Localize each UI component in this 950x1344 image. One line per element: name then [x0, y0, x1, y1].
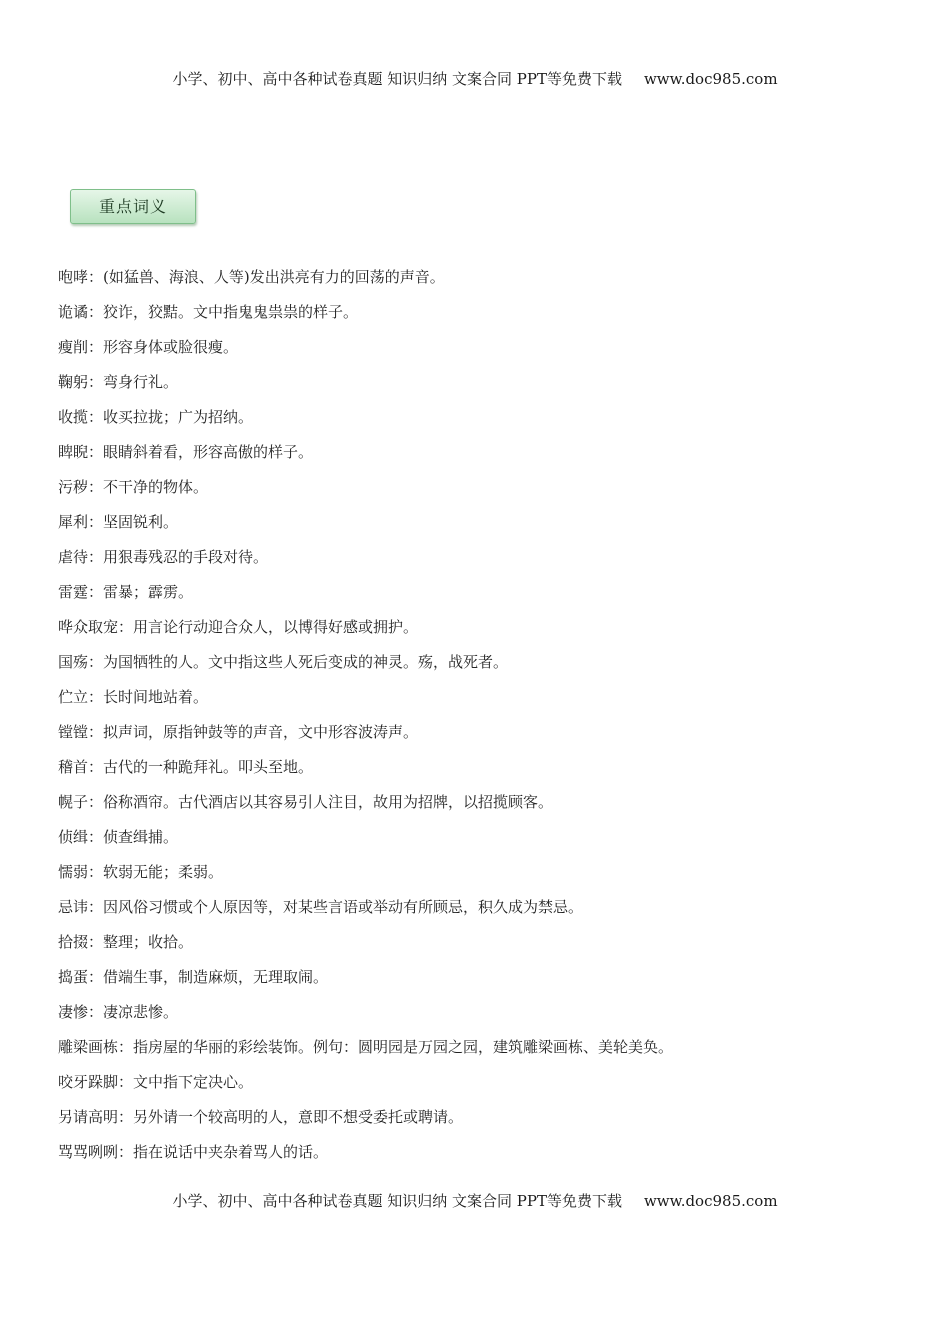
vocabulary-entry: 雷霆：雷暴；霹雳。 [58, 583, 194, 601]
vocabulary-entry: 幌子：俗称酒帘。古代酒店以其容易引人注目，故用为招牌，以招揽顾客。 [58, 793, 554, 811]
vocabulary-entry: 睥睨：眼睛斜着看，形容高傲的样子。 [58, 443, 314, 461]
vocabulary-entry: 伫立：长时间地站着。 [58, 688, 209, 706]
vocabulary-entry: 收揽：收买拉拢；广为招纳。 [58, 408, 254, 426]
vocabulary-entry: 拾掇：整理；收拾。 [58, 933, 194, 951]
vocabulary-entry: 国殇：为国牺牲的人。文中指这些人死后变成的神灵。殇，战死者。 [58, 653, 509, 671]
vocabulary-entry: 镗镗：拟声词，原指钟鼓等的声音，文中形容波涛声。 [58, 723, 419, 741]
vocabulary-entry: 另请高明：另外请一个较高明的人，意即不想受委托或聘请。 [58, 1108, 464, 1126]
footer-site-url[interactable]: www.doc985.com [643, 1192, 778, 1210]
section-title-badge [70, 189, 196, 224]
vocabulary-entry: 雕梁画栋：指房屋的华丽的彩绘装饰。例句：圆明园是万园之园，建筑雕梁画栋、美轮美奂。 [58, 1038, 674, 1056]
vocabulary-entry: 污秽：不干净的物体。 [58, 478, 209, 496]
footer-site-text: 小学、初中、高中各种试卷真题 知识归纳 文案合同 PPT等免费下载 [172, 1192, 622, 1210]
vocabulary-entry: 诡谲：狡诈，狡黠。文中指鬼鬼祟祟的样子。 [58, 303, 359, 321]
header-site-url[interactable]: www.doc985.com [643, 70, 778, 88]
vocabulary-list [58, 262, 918, 1172]
vocabulary-entry: 忌讳：因风俗习惯或个人原因等，对某些言语或举动有所顾忌，积久成为禁忌。 [58, 898, 584, 916]
vocabulary-entry: 虐待：用狠毒残忍的手段对待。 [58, 548, 269, 566]
vocabulary-entry: 咆哮：(如猛兽、海浪、人等)发出洪亮有力的回荡的声音。 [58, 268, 445, 286]
vocabulary-entry: 哗众取宠：用言论行动迎合众人，以博得好感或拥护。 [58, 618, 419, 636]
vocabulary-entry: 鞠躬：弯身行礼。 [58, 373, 179, 391]
vocabulary-entry: 稽首：古代的一种跪拜礼。叩头至地。 [58, 758, 314, 776]
header-site-text: 小学、初中、高中各种试卷真题 知识归纳 文案合同 PPT等免费下载 [172, 70, 622, 88]
vocabulary-entry: 咬牙跺脚：文中指下定决心。 [58, 1073, 254, 1091]
section-title: 重点词义 [98, 197, 167, 216]
vocabulary-entry: 懦弱：软弱无能；柔弱。 [58, 863, 224, 881]
vocabulary-entry: 捣蛋：借端生事，制造麻烦，无理取闹。 [58, 968, 329, 986]
vocabulary-entry: 瘦削：形容身体或脸很瘦。 [58, 338, 239, 356]
vocabulary-entry: 侦缉：侦查缉捕。 [58, 828, 179, 846]
vocabulary-entry: 犀利：坚固锐利。 [58, 513, 179, 531]
vocabulary-entry: 骂骂咧咧：指在说话中夹杂着骂人的话。 [58, 1143, 329, 1161]
page-footer [0, 1189, 950, 1213]
page-header [0, 67, 950, 91]
vocabulary-entry: 凄惨：凄凉悲惨。 [58, 1003, 179, 1021]
